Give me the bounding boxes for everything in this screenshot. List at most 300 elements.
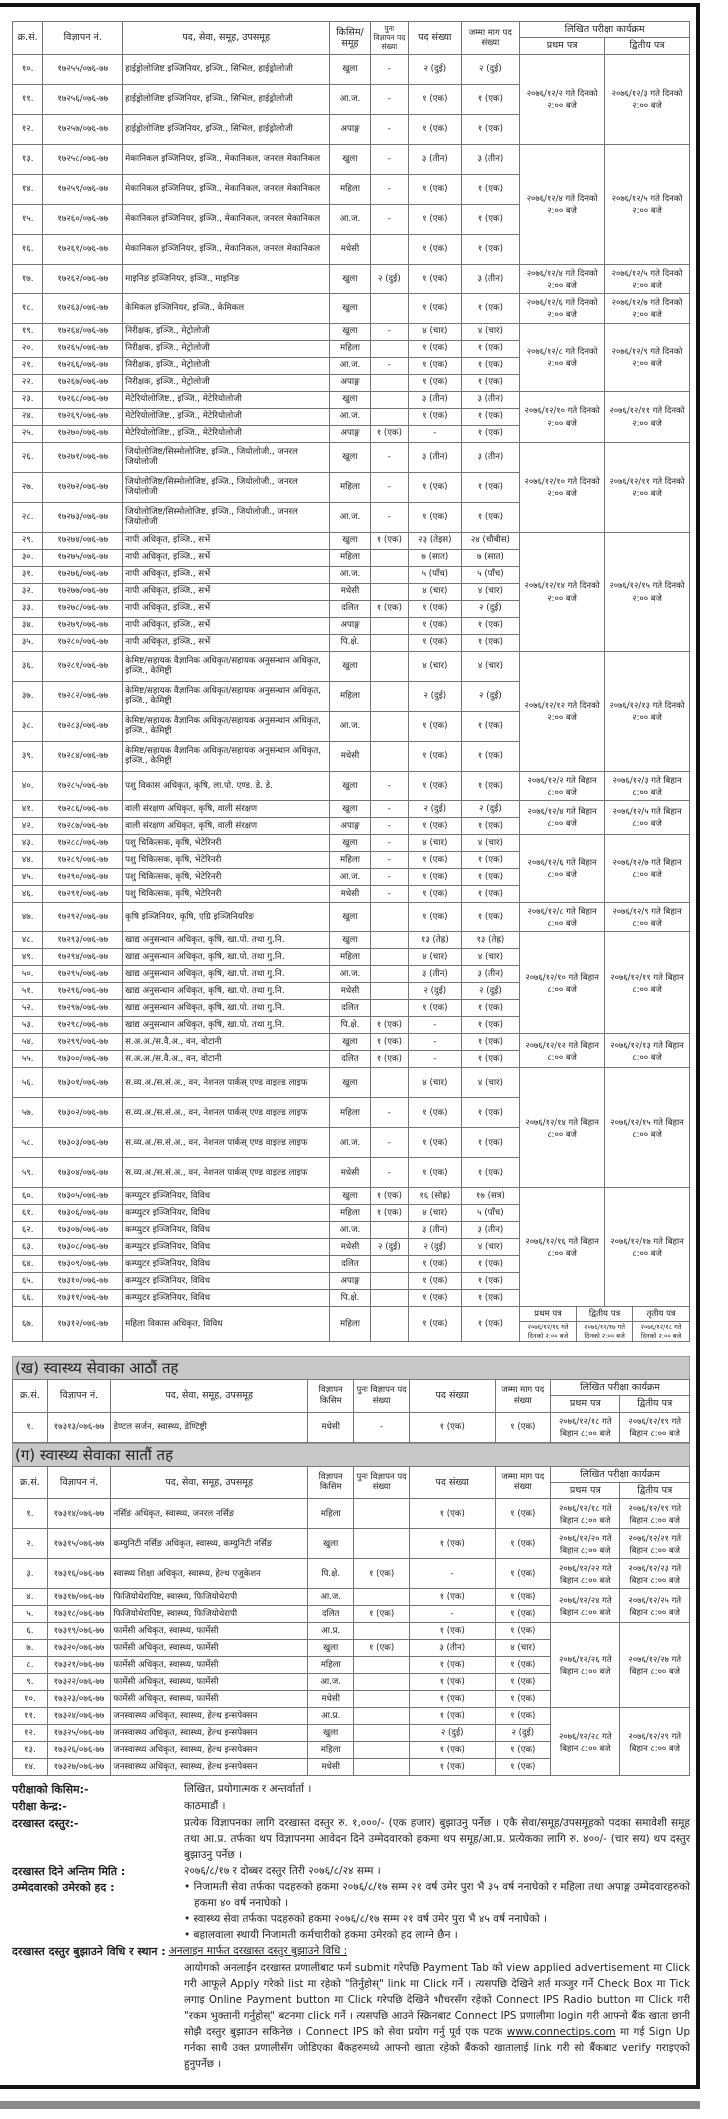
row-adv-no: १७२७२/०७६-७७ xyxy=(43,472,123,502)
row-re-adv xyxy=(370,234,408,264)
row-re-adv: - xyxy=(370,817,408,834)
row-sn: १२. xyxy=(13,1725,48,1742)
row-adv-no: १७३१८/०७६-७७ xyxy=(47,1606,111,1623)
exam-schedule-cell: २०७६/१२/४ गते दिनको २:०० बजे xyxy=(520,144,605,264)
header-re-adv: पुनः विज्ञापन पद संख्या xyxy=(370,22,408,55)
header-paper1: प्रथम पत्र xyxy=(551,1482,620,1498)
schedule-paper2: २०७६/१२/१७ गते दिनको २:०० बजे xyxy=(576,1322,632,1341)
exam-center-value: काठमाडौं । xyxy=(184,1800,226,1812)
row-posts: २ (दुई) xyxy=(409,681,462,711)
payment-label: दरखास्त दस्तुर बुझाउने विधि र स्थान : xyxy=(12,1945,166,1959)
row-total: १ (एक) xyxy=(461,1051,520,1068)
main-table-body xyxy=(13,54,690,1341)
row-posts: २ (दुई) xyxy=(409,800,462,817)
row-type: खुला xyxy=(330,1034,370,1051)
row-total: १ (एक) xyxy=(461,741,520,771)
row-total: १ (एक) xyxy=(495,1674,551,1691)
row-post: कम्प्युटर इञ्जिनियर, विविध xyxy=(123,1205,330,1222)
row-type: खुला xyxy=(308,1725,354,1742)
row-type: खुला xyxy=(330,1068,370,1098)
table-header-row xyxy=(13,1466,690,1482)
row-sn: ५३. xyxy=(13,1017,43,1034)
row-total: १ (एक) xyxy=(495,1759,551,1776)
row-adv-no: १७२९२/०७६-७७ xyxy=(43,902,123,931)
row-type: महिला xyxy=(330,1205,370,1222)
row-posts: ५ (पाँच) xyxy=(409,566,462,583)
row-adv-no: १७३०६/०७६-७७ xyxy=(43,1205,123,1222)
row-post: केमिष्ट/सहायक वैज्ञानिक अधिकृत/सहायक अनुसन्धान अधिकृत, इञ्जि., केमिष्ट्री xyxy=(123,711,330,741)
row-adv-no: १७२९५/०७६-७७ xyxy=(43,966,123,983)
row-re-adv: १ (एक) xyxy=(370,1034,408,1051)
section-c-table xyxy=(12,1466,690,1777)
exam-schedule-cell: २०७६/१२/९ गते बिहान ८:०० बजे xyxy=(605,902,690,931)
row-adv-no: १७२८४/०७६-७७ xyxy=(43,741,123,771)
row-adv-no: १७३२७/०७६-७७ xyxy=(47,1759,111,1776)
row-type: पि.क्षे. xyxy=(330,634,370,651)
row-posts: १ (एक) xyxy=(409,1000,462,1017)
row-total: १ (एक) xyxy=(461,234,520,264)
row-type: खुला xyxy=(330,391,370,408)
row-post: मेकानिकल इञ्जिनियर, इञ्जि., मेकानिकल, जनरल मेकानिकल xyxy=(123,174,330,204)
row-adv-no: १७२९६/०७६-७७ xyxy=(43,983,123,1000)
row-sn: ५९. xyxy=(13,1158,43,1188)
row-re-adv: २ (दुई) xyxy=(370,264,408,293)
deadline-value: २०७६/८/१७ र दोब्बर दस्तुर तिरी २०७६/८/२४ सम्म । xyxy=(184,1864,381,1877)
row-total: २ (दुई) xyxy=(495,1725,551,1742)
row-adv-no: १७३०१/०७६-७७ xyxy=(43,1068,123,1098)
row-type: खुला xyxy=(330,442,370,472)
row-posts: १ (एक) xyxy=(409,711,462,741)
table-row xyxy=(13,532,690,549)
exam-schedule-cell: २०७६/१२/७ गते बिहान ८:०० बजे xyxy=(605,834,690,902)
table-row xyxy=(13,1412,690,1442)
row-adv-no: १७२७५/०७६-७७ xyxy=(43,549,123,566)
row-re-adv xyxy=(370,549,408,566)
row-adv-no: १७३११/०७६-७७ xyxy=(43,1290,123,1307)
row-sn: २१. xyxy=(13,357,43,374)
row-type: महिला xyxy=(330,340,370,357)
row-re-adv xyxy=(354,1623,410,1640)
row-posts: - xyxy=(409,1606,495,1623)
row-total: १ (एक) xyxy=(461,1000,520,1017)
row-adv-no: १७२८२/०७६-७७ xyxy=(43,681,123,711)
row-total: ३ (तीन) xyxy=(461,442,520,472)
row-re-adv: १ (एक) xyxy=(370,1205,408,1222)
row-total: १ (एक) xyxy=(461,174,520,204)
row-post: खाद्य अनुसन्धान अधिकृत, कृषि, खा.पो. तथा गु.नि. xyxy=(123,949,330,966)
row-posts: १ (एक) xyxy=(409,1098,462,1128)
row-posts: १ (एक) xyxy=(409,885,462,902)
row-adv-no: १७३१२/०७६-७७ xyxy=(43,1307,123,1341)
row-adv-no: १७२६०/०७६-७७ xyxy=(43,204,123,234)
exam-schedule-cell: २०७६/१२/२२ गते बिहान ८:०० बजे xyxy=(551,1559,620,1589)
row-type: खुला xyxy=(330,54,370,84)
row-total: १ (एक) xyxy=(461,634,520,651)
exam-schedule-cell: २०७६/१२/६ गते दिनको २:०० बजे xyxy=(520,294,605,323)
row-sn: ६१. xyxy=(13,1205,43,1222)
row-posts: १ (एक) xyxy=(409,851,462,868)
row-re-adv: - xyxy=(370,800,408,817)
age-label: उम्मेदवारको उमेरको हद : xyxy=(12,1881,115,1895)
row-adv-no: १७२८७/०७६-७७ xyxy=(43,817,123,834)
row-re-adv: - xyxy=(370,84,408,114)
payment-row xyxy=(12,1944,690,1961)
row-sn: २५. xyxy=(13,425,43,442)
row-re-adv xyxy=(370,374,408,391)
row-sn: ६६. xyxy=(13,1290,43,1307)
row-posts: १ (एक) xyxy=(409,1657,495,1674)
row-sn: ४०. xyxy=(13,771,43,800)
row-total: १ (एक) xyxy=(461,1307,520,1341)
row-re-adv xyxy=(370,1290,408,1307)
fee-row xyxy=(12,1816,690,1864)
row-sn: १९. xyxy=(13,323,43,340)
header-sn: क्र.सं. xyxy=(13,22,43,55)
table-row xyxy=(13,1589,690,1606)
header-type: विज्ञापन किसिम xyxy=(308,1379,354,1412)
row-post: कम्प्युटर इञ्जिनियर, विविध xyxy=(123,1273,330,1290)
table-row xyxy=(13,442,690,472)
row-adv-no: १७३१०/०७६-७७ xyxy=(43,1273,123,1290)
row-adv-no: १७२६८/०७६-७७ xyxy=(43,391,123,408)
row-post: केमिष्ट/सहायक वैज्ञानिक अधिकृत/सहायक अनुसन्धान अधिकृत, इञ्जि., केमिष्ट्री xyxy=(123,681,330,711)
document-content xyxy=(12,21,690,2073)
header-type: किसिम/ समूह xyxy=(330,22,370,55)
row-sn: ६२. xyxy=(13,1222,43,1239)
row-post: कम्प्युटर इञ्जिनियर, विविध xyxy=(123,1256,330,1273)
payment-text-1: आयोगको अनलाईन दरखास्त प्रणालीबाट फर्म submit गरेपछि Payment Tab को view applied advertisement मा Click गरी आफूले Apply गरेको list मा रहेको "तिर्नुहोस्" link मा Click गर्ने । त्यसपछि देखिने शर्त मञ्जुर गर्ने Check Box मा Tick लगाइ Online Payment button मा Click गरेपछि देखिने भौचरसँग रहेको Connect IPS Radio button मा Click गरी "रकम भुक्तानी गर्नुहोस्" बटनमा click गर्ने । त्यसपछि आउने स्क्रिनबाट Connect IPS प्रणालीमा login गरी आफ्नो बैंक खाता छानी सोझै दस्तुर बुझाउन सकिनेछ । Connect IPS को सेवा प्रयोग गर्नु पूर्व एक पटक xyxy=(184,1961,690,2038)
row-re-adv xyxy=(370,1273,408,1290)
payment-instructions xyxy=(184,1961,690,2073)
header-adv-no: विज्ञापन नं. xyxy=(47,1379,111,1412)
row-sn: १४. xyxy=(13,1759,48,1776)
row-re-adv xyxy=(354,1499,410,1529)
row-total: १ (एक) xyxy=(461,502,520,532)
row-posts: १ (एक) xyxy=(409,204,462,234)
three-paper-header-row xyxy=(520,1307,689,1322)
header-paper2: द्वितीय पत्र xyxy=(620,1482,690,1498)
row-sn: २८. xyxy=(13,502,43,532)
row-posts: ७ (सात) xyxy=(409,549,462,566)
row-post: जनस्वास्थ्य अधिकृत, स्वास्थ्य, हेल्थ इन्सपेक्सन xyxy=(111,1742,308,1759)
row-type: मधेसी xyxy=(330,885,370,902)
row-sn: २९. xyxy=(13,532,43,549)
row-type: मधेसी xyxy=(330,1158,370,1188)
exam-schedule-cell: २०७६/१२/१९ गते बिहान ८:०० बजे xyxy=(620,1412,690,1442)
row-post: नापी अधिकृत, इञ्जि., सर्भे xyxy=(123,617,330,634)
row-total: ३ (तीन) xyxy=(461,391,520,408)
row-type: दलित xyxy=(330,1051,370,1068)
row-post: फार्मेसी अधिकृत, स्वास्थ्य, फार्मेसी xyxy=(111,1640,308,1657)
row-type: पि.क्षे. xyxy=(330,1290,370,1307)
row-total: १ (एक) xyxy=(461,84,520,114)
row-adv-no: १७२६३/०७६-७७ xyxy=(43,294,123,323)
fee-label: दरखास्त दस्तुर:- xyxy=(12,1816,79,1830)
row-posts: ४ (चार) xyxy=(409,323,462,340)
row-sn: ८. xyxy=(13,1657,48,1674)
row-re-adv: - xyxy=(370,1158,408,1188)
row-re-adv: - xyxy=(370,144,408,174)
row-sn: २२. xyxy=(13,374,43,391)
row-posts: १ (एक) xyxy=(409,1499,495,1529)
row-posts: २ (दुई) xyxy=(409,1725,495,1742)
row-adv-no: १७२७८/०७६-७७ xyxy=(43,600,123,617)
row-post: निरीक्षक, इञ्जि., मेट्रोलोजी xyxy=(123,374,330,391)
row-sn: १. xyxy=(13,1412,48,1442)
table-row xyxy=(13,771,690,800)
row-total: ३ (तीन) xyxy=(461,264,520,293)
exam-schedule-cell: २०७६/१२/११ गते दिनको २:०० बजे xyxy=(605,442,690,532)
age-value xyxy=(184,1880,690,1944)
section-c-title: (ग) स्वास्थ्य सेवाका सातौं तह xyxy=(12,1443,690,1466)
row-posts: ३ (तीन) xyxy=(409,966,462,983)
row-sn: ६४. xyxy=(13,1256,43,1273)
row-re-adv xyxy=(354,1589,410,1606)
row-sn: ४. xyxy=(13,1589,48,1606)
header-paper2: द्वितीय पत्र xyxy=(605,38,690,54)
row-type: दलित xyxy=(330,600,370,617)
row-type: दलित xyxy=(308,1606,354,1623)
row-type: खुला xyxy=(308,1529,354,1559)
exam-schedule-cell: २०७६/१२/१० गते दिनको २:०० बजे xyxy=(520,442,605,532)
row-adv-no: १७३२१/०७६-७७ xyxy=(47,1657,111,1674)
row-posts: १ (एक) xyxy=(409,374,462,391)
row-type: अपाङ्ग xyxy=(330,374,370,391)
row-total: १ (एक) xyxy=(495,1691,551,1708)
row-post: फिजियोथेरापिष्ट, स्वास्थ्य, फिजियोथेरापी xyxy=(111,1589,308,1606)
row-re-adv: - xyxy=(370,114,408,144)
row-sn: १६. xyxy=(13,234,43,264)
row-sn: १३. xyxy=(13,1742,48,1759)
row-sn: ११. xyxy=(13,1708,48,1725)
row-total: १ (एक) xyxy=(461,1273,520,1290)
row-adv-no: १७३०३/०७६-७७ xyxy=(43,1128,123,1158)
row-posts: ४ (चार) xyxy=(409,949,462,966)
subheader-paper3: तृतीय पत्र xyxy=(633,1307,689,1322)
row-adv-no: १७३००/०७६-७७ xyxy=(43,1051,123,1068)
row-re-adv xyxy=(370,391,408,408)
header-post: पद, सेवा, समूह, उपसमूह xyxy=(123,22,330,55)
row-posts: २ (दुई) xyxy=(409,1239,462,1256)
row-sn: १०. xyxy=(13,54,43,84)
row-sn: १. xyxy=(13,1499,48,1529)
row-total: १ (एक) xyxy=(461,1290,520,1307)
row-sn: ३०. xyxy=(13,549,43,566)
row-post: निरीक्षक, इञ्जि., मेट्रोलोजी xyxy=(123,340,330,357)
row-sn: ४१. xyxy=(13,800,43,817)
row-adv-no: १७२७४/०७६-७७ xyxy=(43,532,123,549)
row-total: ४ (चार) xyxy=(461,651,520,681)
three-paper-value-row xyxy=(520,1322,689,1341)
exam-schedule-cell: २०७६/१२/१० गते बिहान ८:०० बजे xyxy=(520,932,605,1034)
schedule-paper1: २०७६/१२/१६ गते दिनको २:०० बजे xyxy=(520,1322,576,1341)
row-sn: ५८. xyxy=(13,1128,43,1158)
row-total: १ (एक) xyxy=(461,1158,520,1188)
exam-schedule-cell: २०७६/१२/५ गते बिहान ८:०० बजे xyxy=(605,800,690,834)
page-bottom-bar xyxy=(0,2101,700,2109)
row-type: आ.ज. xyxy=(330,1128,370,1158)
row-adv-no: १७२७६/०७६-७७ xyxy=(43,566,123,583)
row-posts: १ (एक) xyxy=(409,634,462,651)
exam-schedule-cell: २०७६/१२/१३ गते बिहान ८:०० बजे xyxy=(605,1034,690,1068)
row-post: स.व्य.अ./स.सं.अ., वन, नेशनल पार्कस् एण्ड वाइल्ड लाइफ xyxy=(123,1068,330,1098)
row-posts: १ (एक) xyxy=(409,1128,462,1158)
exam-schedule-cell: २०७६/१२/२१ गते बिहान ८:०० बजे xyxy=(620,1529,690,1559)
row-total: १ (एक) xyxy=(495,1742,551,1759)
row-type: पि.क्षे. xyxy=(308,1559,354,1589)
row-re-adv xyxy=(370,566,408,583)
row-post: स.अ.अ./स.वै.अ., वन, वोटानी xyxy=(123,1051,330,1068)
row-re-adv xyxy=(370,408,408,425)
row-adv-no: १७२५७/०७६-७७ xyxy=(43,114,123,144)
row-sn: ११. xyxy=(13,84,43,114)
header-re-adv: पुनः विज्ञापन पद संख्या xyxy=(354,1466,410,1499)
row-adv-no: १७३२४/०७६-७७ xyxy=(47,1708,111,1725)
row-adv-no: १७२८५/०७६-७७ xyxy=(43,771,123,800)
connectips-link[interactable]: www.connectips.com xyxy=(506,2025,616,2038)
row-sn: ४७. xyxy=(13,902,43,931)
row-type: खुला xyxy=(330,651,370,681)
exam-schedule-cell: २०७६/१२/२९ गते बिहान ८:०० बजे xyxy=(620,1708,690,1776)
row-sn: ३८. xyxy=(13,711,43,741)
exam-schedule-cell: २०७६/१२/१५ गते दिनको २:०० बजे xyxy=(605,532,690,651)
header-paper2: द्वितीय पत्र xyxy=(620,1396,690,1412)
row-type: अपाङ्ग xyxy=(330,425,370,442)
row-type: महिला xyxy=(330,949,370,966)
row-total: १ (एक) xyxy=(461,408,520,425)
row-total: ४ (चार) xyxy=(461,1068,520,1098)
section-b-table xyxy=(12,1379,690,1443)
table-row xyxy=(13,1188,690,1205)
header-total: जम्मा माग पद संख्या xyxy=(495,1466,551,1499)
exam-schedule-cell: २०७६/१२/१४ गते दिनको २:०० बजे xyxy=(520,532,605,651)
row-sn: ४६. xyxy=(13,885,43,902)
row-posts: ३ (तीन) xyxy=(409,391,462,408)
row-sn: ५५. xyxy=(13,1051,43,1068)
table-row xyxy=(13,1559,690,1589)
row-adv-no: १७२९१/०७६-७७ xyxy=(43,885,123,902)
row-post: खाद्य अनुसन्धान अधिकृत, कृषि, खा.पो. तथा गु.नि. xyxy=(123,983,330,1000)
row-adv-no: १७२९३/०७६-७७ xyxy=(43,932,123,949)
exam-schedule-cell: २०७६/१२/२० गते बिहान ८:०० बजे xyxy=(551,1529,620,1559)
row-type: आ.ज. xyxy=(330,357,370,374)
row-total: १ (एक) xyxy=(461,1098,520,1128)
row-posts: १ (एक) xyxy=(409,902,462,931)
row-type: अपाङ्ग xyxy=(330,114,370,144)
row-posts: १ (एक) xyxy=(409,1412,495,1442)
row-re-adv: १ (एक) xyxy=(354,1640,410,1657)
row-type: मधेसी xyxy=(330,234,370,264)
row-type: आ.प्र. xyxy=(308,1708,354,1725)
row-re-adv: - xyxy=(370,885,408,902)
row-re-adv: - xyxy=(370,851,408,868)
row-type: आ.ज. xyxy=(330,84,370,114)
row-adv-no: १७२५९/०७६-७७ xyxy=(43,174,123,204)
row-sn: ४३. xyxy=(13,834,43,851)
row-type: आ.ज. xyxy=(330,966,370,983)
row-sn: १७. xyxy=(13,264,43,293)
exam-schedule-cell: २०७६/१२/५ गते दिनको २:०० बजे xyxy=(605,264,690,293)
row-adv-no: १७३०९/०७६-७७ xyxy=(43,1256,123,1273)
row-re-adv: - xyxy=(370,834,408,851)
table-row xyxy=(13,651,690,681)
row-sn: २०. xyxy=(13,340,43,357)
row-adv-no: १७३२०/०७६-७७ xyxy=(47,1640,111,1657)
row-total: ५ (पाँच) xyxy=(461,566,520,583)
row-sn: ४९. xyxy=(13,949,43,966)
row-adv-no: १७३२२/०७६-७७ xyxy=(47,1674,111,1691)
row-re-adv xyxy=(370,966,408,983)
row-post: नापी अधिकृत, इञ्जि., सर्भे xyxy=(123,583,330,600)
row-sn: ५७. xyxy=(13,1098,43,1128)
row-sn: २. xyxy=(13,1529,48,1559)
row-posts: १ (एक) xyxy=(409,174,462,204)
row-sn: ३४. xyxy=(13,617,43,634)
row-sn: ४४. xyxy=(13,851,43,868)
table-row xyxy=(13,902,690,931)
row-posts: १ (एक) xyxy=(409,357,462,374)
row-post: मेकानिकल इञ्जिनियर, इञ्जि., मेकानिकल, जनरल मेकानिकल xyxy=(123,204,330,234)
age-list xyxy=(184,1880,690,1944)
table-row xyxy=(13,323,690,340)
row-type: महिला xyxy=(308,1657,354,1674)
row-sn: ९. xyxy=(13,1674,48,1691)
exam-schedule-cell: २०७६/१२/६ गते बिहान ८:०० बजे xyxy=(520,834,605,902)
row-adv-no: १७२८८/०७६-७७ xyxy=(43,834,123,851)
row-total: १ (एक) xyxy=(461,204,520,234)
row-adv-no: १७२६४/०७६-७७ xyxy=(43,323,123,340)
table-row xyxy=(13,391,690,408)
row-sn: ३५. xyxy=(13,634,43,651)
row-type: महिला xyxy=(308,1742,354,1759)
row-posts: १ (एक) xyxy=(409,1273,462,1290)
row-re-adv: १ (एक) xyxy=(370,1188,408,1205)
row-total: १ (एक) xyxy=(461,425,520,442)
header-exam: लिखित परीक्षा कार्यक्रम xyxy=(551,1379,690,1395)
row-type: अपाङ्ग xyxy=(330,1273,370,1290)
exam-schedule-cell: २०७६/१२/१८ गते बिहान ८:०० बजे xyxy=(551,1499,620,1529)
row-post: पशु विकास अधिकृत, कृषि, ला.पो. एण्ड. डे. डे. xyxy=(123,771,330,800)
exam-schedule-cell: २०७६/१२/११ गते दिनको २:०० बजे xyxy=(605,391,690,442)
row-re-adv xyxy=(354,1708,410,1725)
table-row xyxy=(13,294,690,323)
row-total: १ (एक) xyxy=(461,1017,520,1034)
main-vacancy-table xyxy=(12,21,690,1342)
row-total: ३ (तीन) xyxy=(461,144,520,174)
row-re-adv xyxy=(370,617,408,634)
row-sn: २६. xyxy=(13,442,43,472)
row-re-adv: - xyxy=(370,472,408,502)
row-re-adv xyxy=(370,932,408,949)
row-sn: ४२. xyxy=(13,817,43,834)
row-posts: १ (एक) xyxy=(409,741,462,771)
exam-schedule-cell: २०७६/१२/५ गते दिनको २:०० बजे xyxy=(605,144,690,264)
document-frame xyxy=(0,3,700,2089)
row-re-adv xyxy=(370,1222,408,1239)
row-sn: ५४. xyxy=(13,1034,43,1051)
row-re-adv xyxy=(370,741,408,771)
row-total: १ (एक) xyxy=(461,1034,520,1051)
row-posts: ३ (तीन) xyxy=(409,1640,495,1657)
row-total: १ (एक) xyxy=(461,340,520,357)
table-row xyxy=(13,834,690,851)
header-posts: पद संख्या xyxy=(409,1379,495,1412)
row-type: खुला xyxy=(330,834,370,851)
row-posts: १ (एक) xyxy=(409,1623,495,1640)
row-posts: ३ (तीन) xyxy=(409,144,462,174)
row-post: हाईड्रोलोजिष्ट इञ्जिनियर, इञ्जि., सिभिल, हाईड्रोलोजी xyxy=(123,114,330,144)
row-total: ७ (सात) xyxy=(461,549,520,566)
